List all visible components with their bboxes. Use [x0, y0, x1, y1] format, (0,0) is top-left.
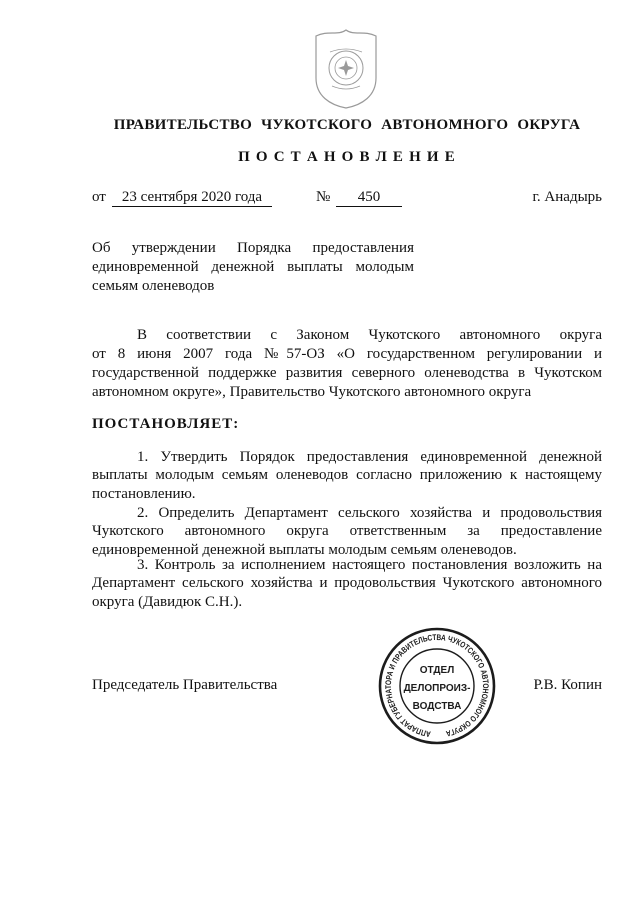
- item-2: [92, 504, 602, 560]
- number-prefix: №: [316, 189, 331, 205]
- stamp-ring-text: АППАРАТ ГУБЕРНАТОРА И ПРАВИТЕЛЬСТВА ЧУКОТСКОГО АВТОНОМНОГО ОКРУГА: [383, 632, 491, 739]
- signatory-position: Председатель Правительства: [92, 676, 278, 693]
- stamp-center-line: ОТДЕЛ: [419, 665, 455, 676]
- stamp-center-line: ВОДСТВА: [412, 701, 462, 712]
- document-place: г. Анадырь: [532, 189, 602, 205]
- item-line: выплаты молодым семьям оленеводов согласно приложению к настоящему: [92, 467, 602, 484]
- item-line: постановлению.: [92, 485, 196, 502]
- item-1: [92, 448, 602, 504]
- subject-block: [92, 239, 414, 296]
- preamble-line: государственной поддержке развития северного оленеводства в Чукотском: [92, 364, 602, 381]
- document-number: 450: [336, 189, 402, 207]
- signatory-name: Р.В. Копин: [533, 676, 602, 693]
- item-3: [92, 556, 602, 612]
- subject-line: единовременной денежной выплаты молодым: [92, 258, 414, 275]
- preamble-line: автономном округе», Правительство Чукотского автономного округа: [92, 383, 532, 400]
- coat-of-arms-icon: [310, 26, 382, 110]
- preamble-line: от 8 июня 2007 года №57-ОЗ «О государственном регулировании и: [92, 345, 602, 362]
- item-line: Чукотского автономного округа ответственным за предоставление: [92, 523, 602, 540]
- item-line: округа (Давидюк С.Н.).: [92, 593, 243, 610]
- item-line: единовременной денежной выплаты молодым семьям оленеводов.: [92, 541, 517, 558]
- date-number-line: [0, 189, 640, 208]
- item-line: 1. Утвердить Порядок предоставления единовременной денежной: [137, 448, 602, 465]
- subject-line: семьям оленеводов: [92, 277, 215, 294]
- signature-line: [92, 676, 602, 695]
- subject-line: Об утверждении Порядка предоставления: [92, 239, 414, 256]
- preamble-paragraph: [92, 326, 602, 402]
- official-stamp: [376, 625, 498, 747]
- document-type-heading: П О С Т А Н О В Л Е Н И Е: [238, 149, 456, 165]
- document-date: 23 сентября 2020 года: [112, 189, 272, 207]
- item-line: Департамент сельского хозяйства и продовольствия Чукотского автономного: [92, 575, 602, 592]
- item-line: 3. Контроль за исполнением настоящего постановления возложить на: [137, 556, 602, 573]
- stamp-center-line: ДЕЛОПРОИЗ-: [403, 683, 471, 694]
- date-prefix: от: [92, 189, 106, 205]
- preamble-line: В соответствии с Законом Чукотского автономного округа: [137, 326, 602, 343]
- resolves-heading: ПОСТАНОВЛЯЕТ:: [92, 415, 240, 432]
- issuer-title: ПРАВИТЕЛЬСТВО ЧУКОТСКОГО АВТОНОМНОГО ОКРУГА: [113, 117, 581, 133]
- item-line: 2. Определить Департамент сельского хозяйства и продовольствия: [137, 504, 602, 521]
